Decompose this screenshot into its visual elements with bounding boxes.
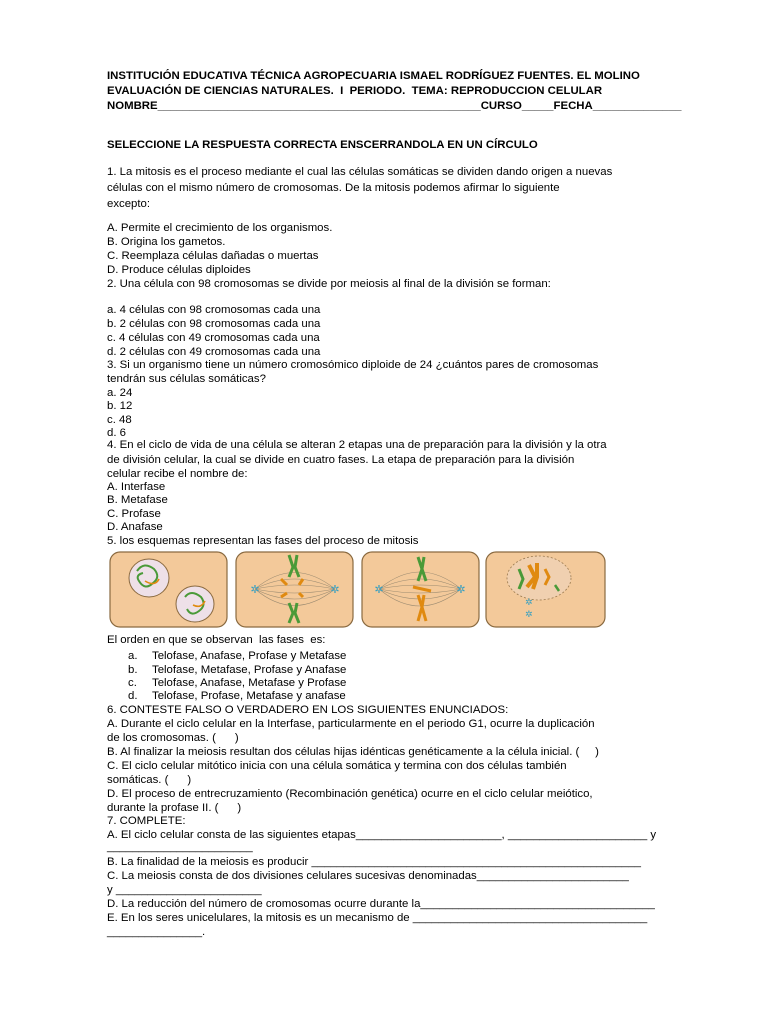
q6-statement-d-1: D. El proceso de entrecruzamiento (Recombinación genética) ocurre en el ciclo celular meiótico,	[107, 788, 593, 800]
q7-title: 7. COMPLETE:	[107, 815, 186, 827]
q3-option-a[interactable]: a. 24	[107, 387, 133, 399]
q4-text-1: 4. En el ciclo de vida de una célula se alteran 2 etapas una de preparación para la división y la otra	[107, 439, 607, 451]
q2-option-d[interactable]: d. 2 células con 49 cromosomas cada una	[107, 346, 321, 358]
q5-option-a[interactable]: Telofase, Anafase, Profase y Metafase	[152, 650, 347, 662]
q6-statement-d-2[interactable]: durante la profase II. ( )	[107, 802, 242, 814]
q2-text: 2. Una célula con 98 cromosomas se divide por meiosis al final de la división se forman:	[107, 278, 551, 290]
q6-statement-c-2[interactable]: somáticas. ( )	[107, 774, 192, 786]
q1-option-c[interactable]: C. Reemplaza células dañadas o muertas	[107, 250, 319, 262]
q5-order-text: El orden en que se observan las fases es:	[107, 634, 326, 646]
q6-statement-a-1: A. Durante el ciclo celular en la Interfase, particularmente en el periodo G1, ocurre la duplicación	[107, 718, 595, 730]
q7-item-a-1[interactable]: A. El ciclo celular consta de las siguientes etapas_______________________, ______________________ y	[107, 829, 657, 841]
q4-text-3: celular recibe el nombre de:	[107, 468, 248, 480]
q5-option-d[interactable]: Telofase, Profase, Metafase y anafase	[152, 690, 346, 702]
q5-option-a-letter: a.	[128, 650, 138, 662]
q5-text: 5. los esquemas representan las fases del proceso de mitosis	[107, 535, 419, 547]
q5-option-b-letter: b.	[128, 664, 138, 676]
q6-statement-b[interactable]: B. Al finalizar la meiosis resultan dos células hijas idénticas genéticamente a la célula inicial. ( )	[107, 746, 599, 758]
q4-option-d[interactable]: D. Anafase	[107, 521, 163, 533]
q4-option-a[interactable]: A. Interfase	[107, 481, 166, 493]
q3-option-c[interactable]: c. 48	[107, 414, 132, 426]
svg-text:✲: ✲	[525, 598, 533, 608]
svg-text:✲: ✲	[456, 583, 466, 596]
q7-item-c-1[interactable]: C. La meiosis consta de dos divisiones celulares sucesivas denominadas________________________	[107, 870, 629, 882]
q7-item-e-2[interactable]: _______________.	[107, 926, 206, 938]
instruction: SELECCIONE LA RESPUESTA CORRECTA ENSCERRANDOLA EN UN CÍRCULO	[107, 139, 538, 151]
q2-option-a[interactable]: a. 4 células con 98 cromosomas cada una	[107, 304, 321, 316]
header-institution: INSTITUCIÓN EDUCATIVA TÉCNICA AGROPECUARIA ISMAEL RODRÍGUEZ FUENTES. EL MOLINO	[107, 70, 640, 82]
q7-item-b[interactable]: B. La finalidad de la meiosis es producir ____________________________________________________	[107, 856, 641, 868]
q7-item-c-2[interactable]: y _______________________	[107, 884, 262, 896]
q6-statement-c-1: C. El ciclo celular mitótico inicia con una célula somática y termina con dos células también	[107, 760, 567, 772]
q1-option-b[interactable]: B. Origina los gametos.	[107, 236, 226, 248]
q7-item-d[interactable]: D. La reducción del número de cromosomas ocurre durante la_____________________________________	[107, 898, 655, 910]
svg-text:✲: ✲	[374, 583, 384, 596]
header-evaluation: EVALUACIÓN DE CIENCIAS NATURALES. I PERIODO. TEMA: REPRODUCCION CELULAR	[107, 85, 603, 97]
q4-option-b[interactable]: B. Metafase	[107, 494, 168, 506]
q4-option-c[interactable]: C. Profase	[107, 508, 161, 520]
q1-text-1: 1. La mitosis es el proceso mediante el cual las células somáticas se dividen dando origen a nuevas	[107, 166, 613, 178]
header-name-line: NOMBRE___________________________________________________CURSO_____FECHA______________	[107, 100, 682, 112]
profase-cell	[486, 552, 605, 627]
q3-text-1: 3. Si un organismo tiene un número cromosómico diploide de 24 ¿cuántos pares de cromosomas	[107, 359, 599, 371]
q1-text-3: excepto:	[107, 198, 151, 210]
q5-option-c-letter: c.	[128, 677, 137, 689]
q5-option-b[interactable]: Telofase, Metafase, Profase y Anafase	[152, 664, 347, 676]
q5-option-c[interactable]: Telofase, Anafase, Metafase y Profase	[152, 677, 347, 689]
telofase-cell	[110, 552, 227, 627]
q1-option-a[interactable]: A. Permite el crecimiento de los organismos.	[107, 222, 333, 234]
q6-title: 6. CONTESTE FALSO O VERDADERO EN LOS SIGUIENTES ENUNCIADOS:	[107, 704, 509, 716]
svg-text:✲: ✲	[330, 583, 340, 596]
q3-option-b[interactable]: b. 12	[107, 400, 133, 412]
q1-option-d[interactable]: D. Produce células diploides	[107, 264, 251, 276]
q2-option-c[interactable]: c. 4 células con 49 cromosomas cada una	[107, 332, 320, 344]
q5-option-d-letter: d.	[128, 690, 138, 702]
q3-option-d[interactable]: d. 6	[107, 427, 126, 439]
q4-text-2: de división celular, la cual se divide en cuatro fases. La etapa de preparación para la división	[107, 454, 575, 466]
q7-item-e-1[interactable]: E. En los seres unicelulares, la mitosis es un mecanismo de _____________________________________	[107, 912, 648, 924]
q7-item-a-2[interactable]: _______________________	[107, 841, 253, 853]
metafase-cell	[362, 552, 479, 627]
q3-text-2: tendrán sus células somáticas?	[107, 373, 266, 385]
q1-text-2: células con el mismo número de cromosomas. De la mitosis podemos afirmar lo siguiente	[107, 182, 560, 194]
anafase-cell	[236, 552, 353, 627]
q2-option-b[interactable]: b. 2 células con 98 cromosomas cada una	[107, 318, 321, 330]
q6-statement-a-2[interactable]: de los cromosomas. ( )	[107, 732, 239, 744]
mitosis-phases-diagram	[109, 551, 607, 628]
svg-text:✲: ✲	[525, 610, 533, 620]
svg-text:✲: ✲	[250, 583, 260, 596]
